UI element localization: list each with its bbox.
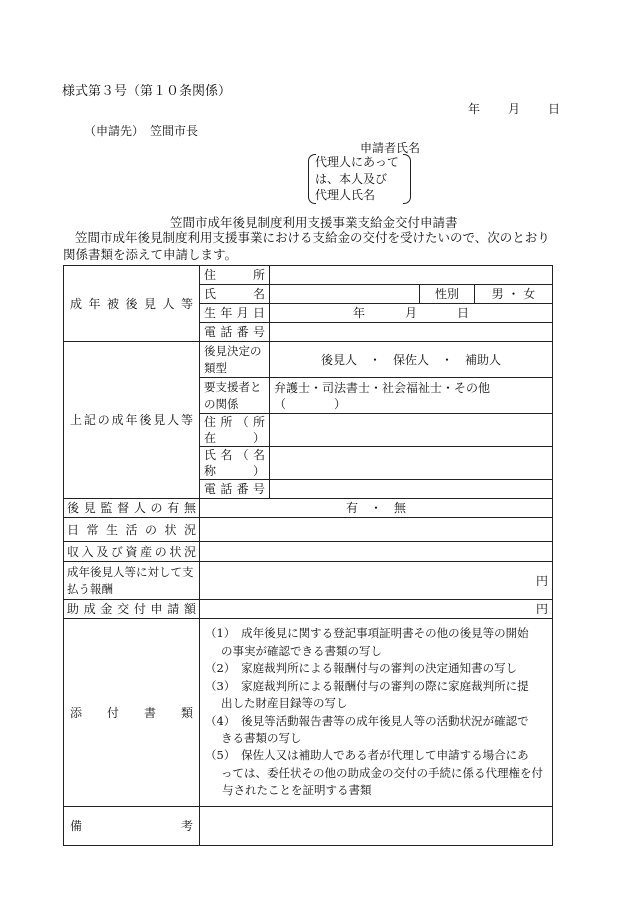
table-row bbox=[64, 807, 553, 846]
list-item: （3） 家庭裁判所による報酬付与の審判の際に家庭裁判所に提 bbox=[205, 678, 529, 693]
proxy-note-bracket bbox=[308, 154, 411, 204]
guardian-relation-label: 要支援者との関係 bbox=[200, 378, 270, 414]
list-item: （5） 保佐人又は補助人である者が代理して申請する場合にあ bbox=[205, 748, 529, 763]
list-item-continuation: 出した財産目録等の写し bbox=[221, 696, 348, 711]
guardian-type-options[interactable]: 後見人 ・ 保佐人 ・ 補助人 bbox=[270, 342, 553, 378]
table-row bbox=[64, 518, 553, 542]
guardian-section-label: 上記の成年後見人等 bbox=[64, 342, 200, 499]
guardian-address-field[interactable] bbox=[270, 414, 553, 447]
date-year-label: 年 bbox=[468, 102, 481, 116]
ward-phone-field[interactable] bbox=[270, 323, 553, 342]
birth-month-label: 月 bbox=[404, 306, 417, 320]
ward-address-field[interactable] bbox=[270, 266, 553, 285]
compensation-field[interactable]: 円 bbox=[200, 562, 553, 600]
date-day-label: 日 bbox=[548, 102, 561, 116]
subsidy-label: 助成金交付申請額 bbox=[64, 600, 200, 619]
list-item: （4） 後見等活動報告書等の成年後見人等の活動状況が確認で bbox=[205, 713, 529, 728]
proxy-note-line: 代理人にあって bbox=[315, 155, 399, 169]
ward-gender-options[interactable]: 男 ・ 女 bbox=[475, 285, 553, 304]
guardian-relation-options[interactable]: 弁護士・司法書士・社会福祉士・その他（ ） bbox=[270, 378, 553, 414]
guardian-phone-label: 電話番号 bbox=[200, 480, 270, 499]
supervisor-label: 後見監督人の有無 bbox=[64, 499, 200, 518]
list-item-continuation: っては、委任状その他の助成金の交付の手続に係る代理権を付与されたことを証明する書類 bbox=[221, 765, 543, 798]
applicant-name-label: 申請者氏名 bbox=[360, 141, 421, 155]
compensation-label: 成年後見人等に対して支払う報酬 bbox=[64, 562, 200, 600]
ward-address-label: 住 所 bbox=[200, 266, 270, 285]
guardian-type-label: 後見決定の類型 bbox=[200, 342, 270, 378]
guardian-name-field[interactable] bbox=[270, 447, 553, 480]
proxy-note-line: 代理人氏名 bbox=[315, 188, 376, 202]
birth-day-label: 日 bbox=[457, 306, 470, 320]
income-assets-field[interactable] bbox=[200, 542, 553, 562]
form-number: 様式第３号（第１０条関係） bbox=[62, 84, 232, 99]
ward-phone-label: 電話番号 bbox=[200, 323, 270, 342]
application-form-table bbox=[63, 265, 553, 846]
table-row bbox=[64, 619, 553, 807]
table-row bbox=[64, 542, 553, 562]
table-row bbox=[64, 499, 553, 518]
remarks-label: 備考 bbox=[64, 807, 200, 846]
remarks-field[interactable] bbox=[200, 807, 553, 846]
guardian-name-label: 氏名（名称） bbox=[200, 447, 270, 480]
document-title: 笠間市成年後見制度利用支援事業支給金交付申請書 bbox=[170, 215, 458, 230]
supervisor-options[interactable]: 有 ・ 無 bbox=[200, 499, 553, 518]
attachments-list bbox=[200, 619, 553, 807]
list-item: （2） 家庭裁判所による報酬付与の審判の決定通知書の写し bbox=[205, 661, 518, 676]
date-month-label: 月 bbox=[508, 102, 521, 116]
ward-name-label: 氏 名 bbox=[200, 285, 270, 304]
ward-name-field[interactable] bbox=[270, 285, 420, 304]
daily-life-label: 日常生活の状況 bbox=[64, 518, 200, 542]
ward-section-label: 成年被後見人等 bbox=[64, 266, 200, 342]
birth-year-label: 年 bbox=[352, 306, 365, 320]
ward-gender-label: 性別 bbox=[420, 285, 475, 304]
daily-life-field[interactable] bbox=[200, 518, 553, 542]
guardian-phone-field[interactable] bbox=[270, 480, 553, 499]
table-row bbox=[64, 600, 553, 619]
table-row bbox=[64, 562, 553, 600]
table-row bbox=[64, 266, 553, 285]
list-item: （1） 成年後見に関する登記事項証明書その他の後見等の開始 bbox=[205, 626, 529, 641]
addressee: （申請先） 笠間市長 bbox=[84, 124, 199, 138]
list-item-continuation: きる書類の写し bbox=[221, 730, 302, 745]
table-row bbox=[64, 342, 553, 378]
list-item-continuation: の事実が確認できる書類の写し bbox=[221, 643, 382, 658]
attachments-label: 添付書類 bbox=[64, 619, 200, 807]
ward-birthdate-field[interactable] bbox=[270, 304, 553, 323]
date-line bbox=[468, 100, 560, 117]
intro-text: 笠間市成年後見制度利用支援事業における支給金の交付を受けたいので、次のとおり関係書類を添えて申請します。 bbox=[63, 230, 550, 262]
subsidy-field[interactable]: 円 bbox=[200, 600, 553, 619]
proxy-note-line: は、本人及び bbox=[315, 171, 388, 186]
ward-birthdate-label: 生年月日 bbox=[200, 304, 270, 323]
guardian-address-label: 住所（所在） bbox=[200, 414, 270, 447]
income-assets-label: 収入及び資産の状況 bbox=[64, 542, 200, 562]
